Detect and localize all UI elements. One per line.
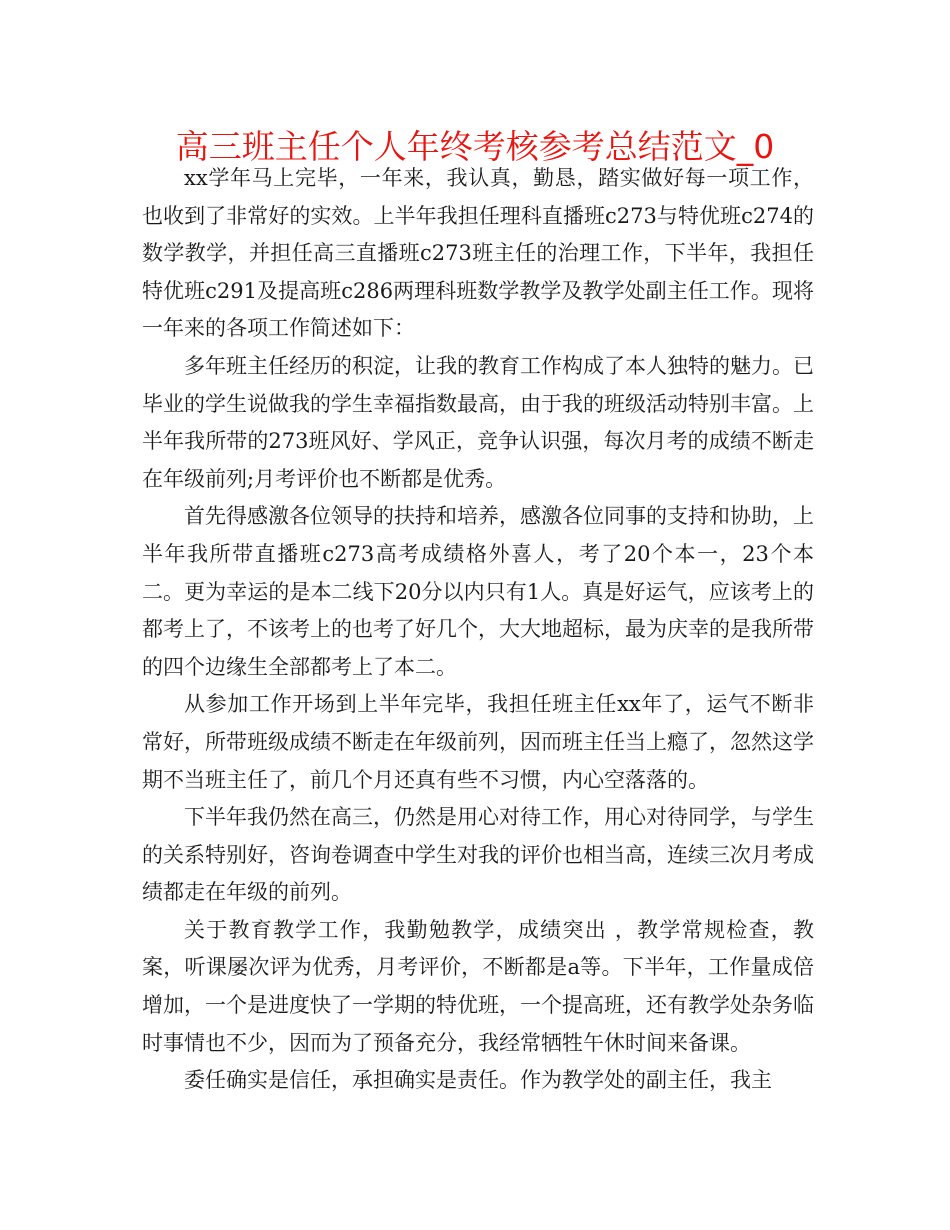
document-body [142,160,814,1100]
paragraph: 委任确实是信任，承担确实是责任。作为教学处的副主任，我主 [184,1068,772,1093]
paragraph: 下半年我仍然在高三，仍然是用心对待工作，用心对待同学，与学生的关系特别好，咨询卷调查中学生对我的评价也相当高，连续三次月考成绩都走在年级的前列。 [142,805,814,905]
document-title: 高三班主任个人年终考核参考总结范文_0 [175,127,775,166]
paragraph: 从参加工作开场到上半年完毕，我担任班主任xx年了，运气不断非常好，所带班级成绩不断走在年级前列，因而班主任当上瘾了，忽然这学期不当班主任了，前几个月还真有些不习惯，内心空落落的。 [142,692,814,792]
paragraph: 关于教育教学工作，我勤勉教学，成绩突出 ，教学常规检查，教案，听课屡次评为优秀，月考评价，不断都是a等。下半年，工作量成倍增加，一个是进度快了一学期的特优班，一个提高班，还有教学处杂务临时事情也不少，因而为了预备充分，我经常牺牲午休时间来备课。 [142,917,814,1055]
paragraph: 多年班主任经历的积淀，让我的教育工作构成了本人独特的魅力。已毕业的学生说做我的学生幸福指数最高，由于我的班级活动特别丰富。上半年我所带的273班风好、学风正，竞争认识强，每次月考的成绩不断走在年级前列;月考评价也不断都是优秀。 [142,353,814,491]
paragraph: xx学年马上完毕，一年来，我认真，勤恳，踏实做好每一项工作，也收到了非常好的实效。上半年我担任理科直播班c273与特优班c274的数学教学，并担任高三直播班c273班主任的治理工作，下半年，我担任特优班c291及提高班c286两理科班数学教学及教学处副主任工作。现将一年来的各项工作简述如下： [142,166,814,341]
paragraph: 首先得感激各位领导的扶持和培养，感激各位同事的支持和协助，上半年我所带直播班c273高考成绩格外喜人，考了20个本一，23个本二。更为幸运的是本二线下20分以内只有1人。真是好运气，应该考上的都考上了，不该考上的也考了好几个，大大地超标，最为庆幸的是我所带的四个边缘生全部都考上了本二。 [142,504,814,679]
